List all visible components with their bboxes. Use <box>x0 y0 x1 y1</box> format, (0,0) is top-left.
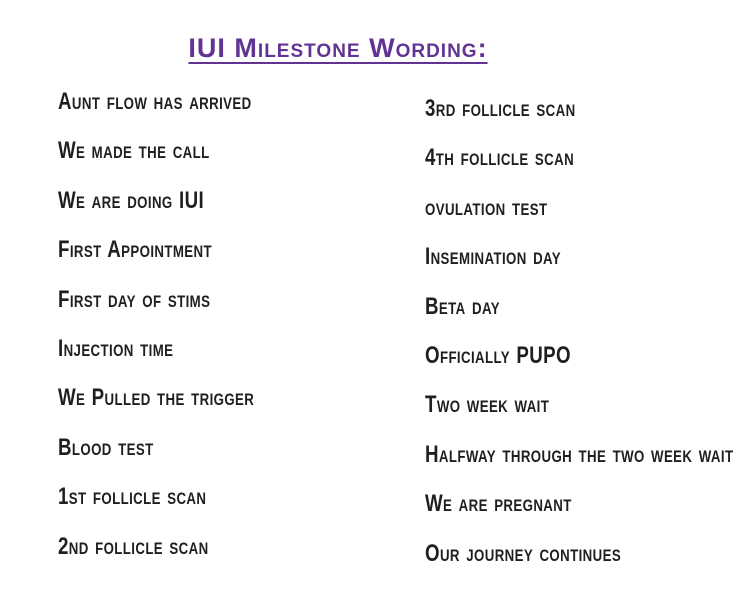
milestone-item-4th-follicle-scan: 4th follicle scan <box>425 144 575 172</box>
milestone-item-halfway-tww: Halfway through the two week wait <box>425 440 734 468</box>
milestone-item-ovulation-test: ovulation test <box>425 193 548 221</box>
milestone-item-aunt-flow: Aunt flow has arrived <box>58 88 252 115</box>
milestone-item-3rd-follicle-scan: 3rd follicle scan <box>425 95 576 122</box>
milestone-item-journey-continues: Our journey continues <box>425 539 622 567</box>
milestone-item-first-day-stims: First day of stims <box>58 285 211 313</box>
milestone-item-beta-day: Beta day <box>425 292 500 320</box>
milestone-item-made-the-call: We made the call <box>58 137 210 165</box>
milestone-list-left <box>58 90 310 584</box>
milestone-list-right <box>425 97 740 591</box>
milestone-item-doing-iui: We are doing IUI <box>58 186 205 214</box>
milestone-item-injection-time: Injection time <box>58 334 174 362</box>
milestone-item-we-are-pregnant: We are pregnant <box>425 490 572 518</box>
milestone-item-insemination-day: Insemination day <box>425 243 562 271</box>
milestone-item-pulled-trigger: We Pulled the trigger <box>58 384 255 412</box>
milestone-item-officially-pupo: Officially PUPO <box>425 341 571 369</box>
milestone-item-2nd-follicle-scan: 2nd follicle scan <box>58 532 209 560</box>
milestone-item-two-week-wait: Two week wait <box>425 391 550 419</box>
milestone-item-blood-test: Blood test <box>58 433 154 461</box>
milestone-item-first-appointment: First Appointment <box>58 236 213 264</box>
page-title: IUI Milestone Wording: <box>188 33 488 63</box>
milestone-item-1st-follicle-scan: 1st follicle scan <box>58 483 207 511</box>
